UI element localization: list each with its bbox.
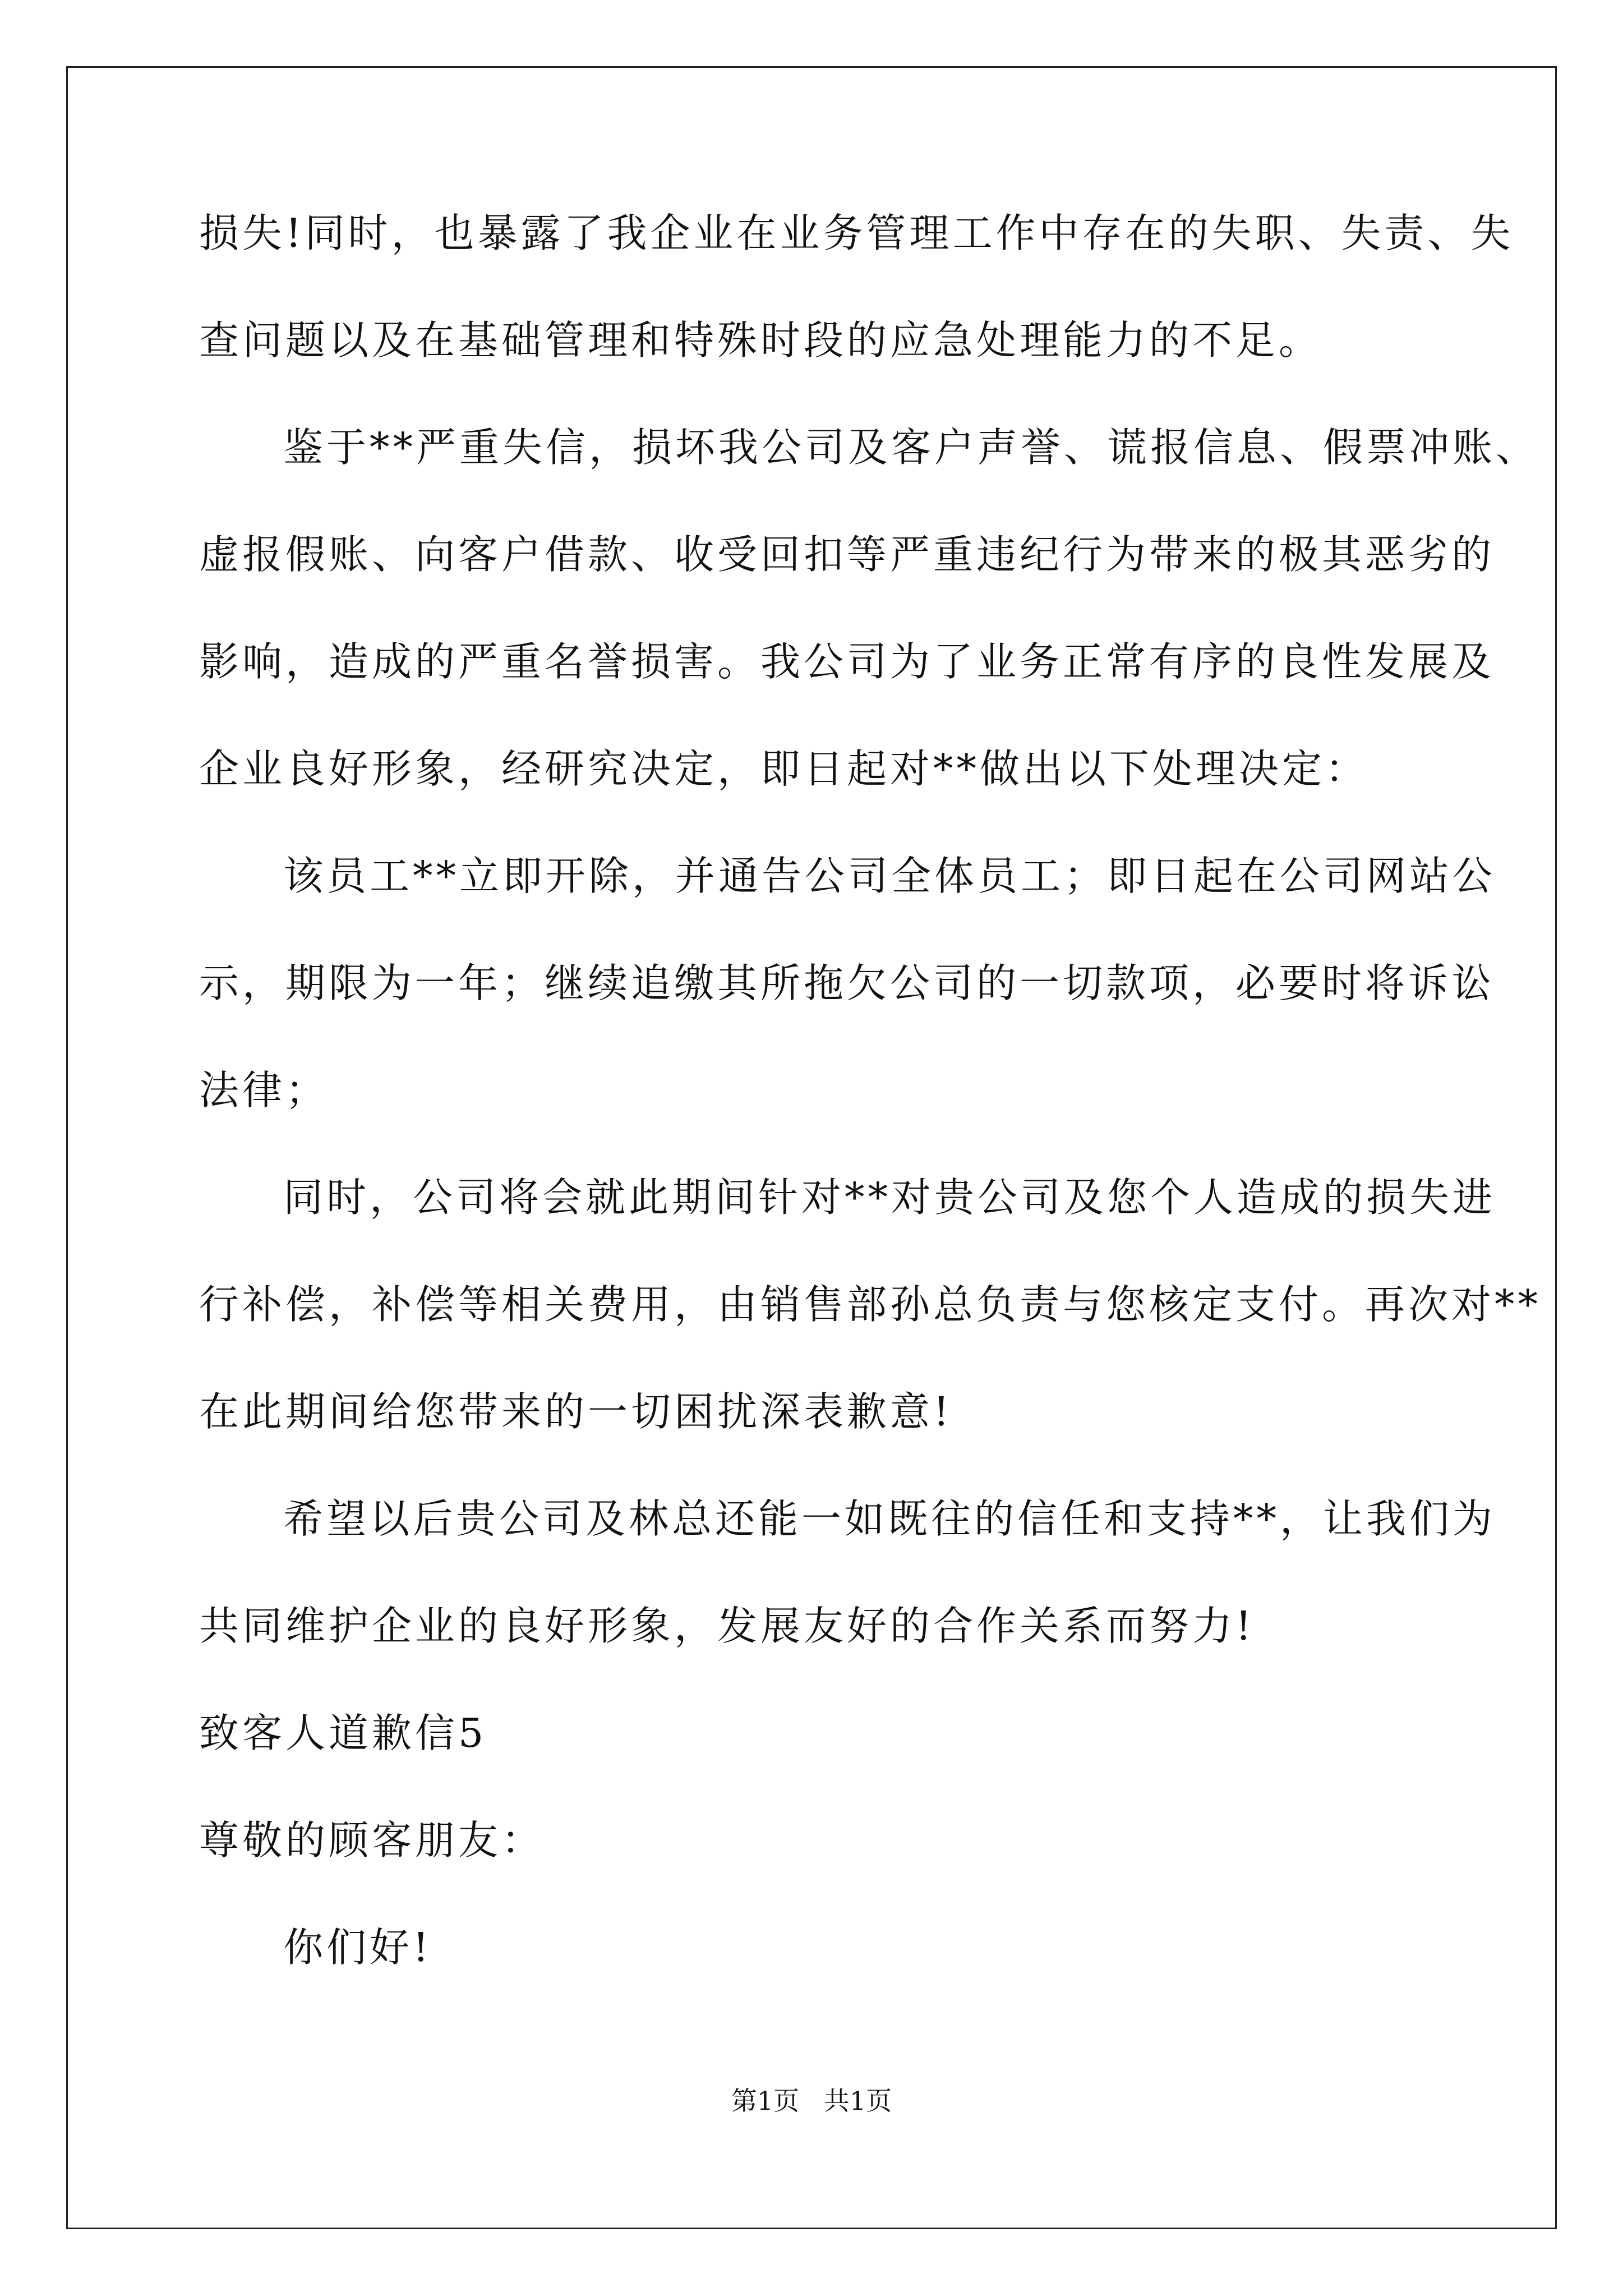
text-line: 同时，公司将会就此期间针对**对贵公司及您个人造成的损失进 xyxy=(283,1174,1496,1221)
text-line: 法律； xyxy=(199,1067,329,1114)
text-line: 希望以后贵公司及林总还能一如既往的信任和支持**，让我们为 xyxy=(283,1496,1496,1542)
text-line: 该员工**立即开除，并通告公司全体员工；即日起在公司网站公 xyxy=(283,853,1496,899)
text-line: 行补偿，补偿等相关费用，由销售部孙总负责与您核定支付。再次对** xyxy=(199,1281,1542,1328)
text-line: 虚报假账、向客户借款、收受回扣等严重违纪行为带来的极其恶劣的 xyxy=(199,531,1495,578)
text-line: 影响，造成的严重名誉损害。我公司为了业务正常有序的良性发展及 xyxy=(199,638,1495,685)
text-line: 鉴于**严重失信，损坏我公司及客户声誉、谎报信息、假票冲账、 xyxy=(283,424,1539,471)
text-line: 在此期间给您带来的一切困扰深表歉意! xyxy=(199,1388,953,1435)
text-line: 损失!同时，也暴露了我企业在业务管理工作中存在的失职、失责、失 xyxy=(199,210,1514,256)
greeting: 你们好! xyxy=(283,1924,432,1971)
salutation: 尊敬的顾客朋友： xyxy=(199,1817,545,1864)
section-heading: 致客人道歉信5 xyxy=(199,1710,487,1756)
text-line: 查问题以及在基础管理和特殊时段的应急处理能力的不足。 xyxy=(199,317,1322,364)
document-body xyxy=(199,210,1542,2035)
page-footer: 第1页 共1页 xyxy=(731,2086,892,2116)
text-line: 共同维护企业的良好形象，发展友好的合作关系而努力! xyxy=(199,1603,1255,1649)
text-line: 示，期限为一年；继续追缴其所拖欠公司的一切款项，必要时将诉讼 xyxy=(199,960,1495,1006)
text-line: 企业良好形象，经研究决定，即日起对**做出以下处理决定： xyxy=(199,746,1369,792)
